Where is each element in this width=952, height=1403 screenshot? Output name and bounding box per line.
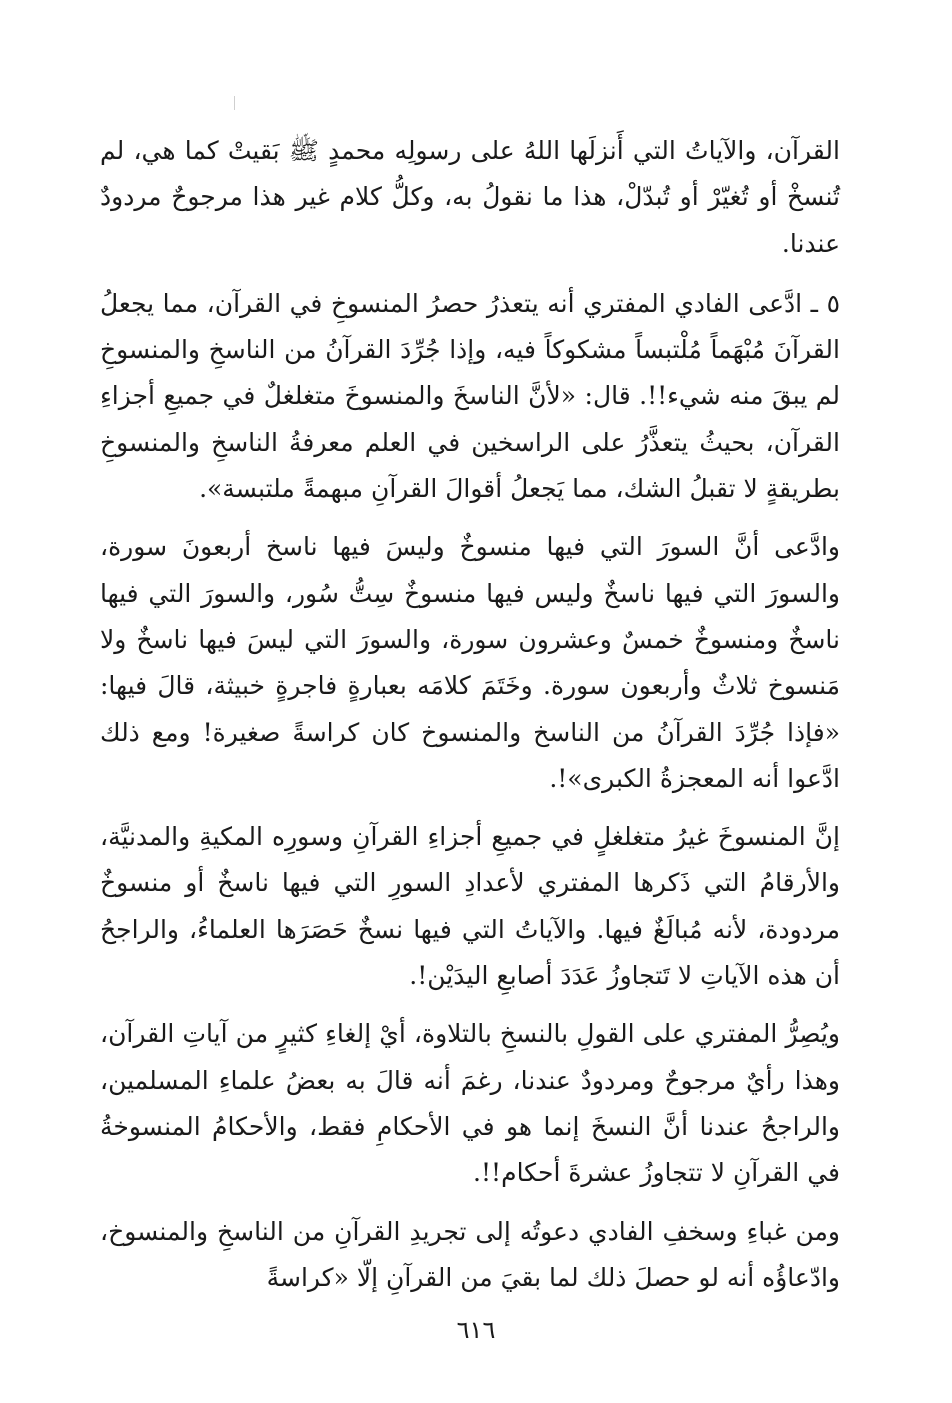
- paragraph-2: ٥ ـ ادَّعى الفادي المفتري أنه يتعذرُ حصرُ المنسوخِ في القرآن، مما يجعلُ القرآنَ مُبْهَماً مُلْتبساً مشكوكاً فيه، وإذا جُرِّدَ القرآنُ من الناسخِ والمنسوخِ لم يبقَ منه شيء!!. قال: «لأنَّ الناسخَ والمنسوخَ متغلغلٌ في جميعِ أجزاءِ القرآن، بحيثُ يتعذَّرُ على الراسخين في العلم معرفةُ الناسخِ والمنسوخِ بطريقةٍ لا تقبلُ الشك، مما يَجعلُ أقوالَ القرآنِ مبهمةً ملتبسة».: [100, 288, 840, 504]
- paragraph-4: إنَّ المنسوخَ غيرُ متغلغلٍ في جميعِ أجزاءِ القرآنِ وسورِه المكيةِ والمدنيَّة، والأرقامُ التي ذَكرها المفتري لأعدادِ السورِ التي فيها ناسخٌ أو منسوخٌ مردودة، لأنه مُبالَغٌ فيها. والآياتُ التي فيها نسخٌ حَصَرَها العلماءُ، والراجحُ أن هذه الآياتِ لا تَتجاوزُ عَدَدَ أصابعِ اليدَيْن!.: [100, 822, 840, 991]
- scan-mark: [234, 96, 235, 110]
- page-body: [100, 128, 840, 1313]
- paragraph-5: ويُصِرُّ المفتري على القولِ بالنسخِ بالتلاوة، أيْ إلغاءِ كثيرٍ من آياتِ القرآن، وهذا رأيٌ مرجوحٌ ومردودٌ عندنا، رغمَ أنه قالَ به بعضُ علماءِ المسلمين، والراجحُ عندنا أنَّ النسخَ إنما هو في الأحكامِ فقط، والأحكامُ المنسوخةُ في القرآنِ لا تتجاوزُ عشرةَ أحكام!!.: [100, 1019, 840, 1188]
- paragraph-3: وادَّعى أنَّ السورَ التي فيها منسوخٌ وليسَ فيها ناسخ أربعونَ سورة، والسورَ التي فيها ناسخٌ وليس فيها منسوخٌ سِتُّ سُور، والسورَ التي فيها ناسخٌ ومنسوخٌ خمسٌ وعشرون سورة، والسورَ التي ليسَ فيها ناسخٌ ولا مَنسوخ ثلاثٌ وأربعون سورة. وخَتَمَ كلامَه بعبارةٍ فاجرةٍ خبيثة، قالَ فيها: «فإذا جُرِّدَ القرآنُ من الناسخ والمنسوخ كان كراسةً صغيرة! ومع ذلك ادَّعوا أنه المعجزةُ الكبرى»!.: [100, 532, 840, 793]
- paragraph-1: القرآن، والآياتُ التي أَنزلَها اللهُ على رسولِه محمدٍ ﷺ بَقيتْ كما هي، لم تُنسخْ أو تُغيّرْ أو تُبدّلْ، هذا ما نقولُ به، وكلُّ كلام غير هذا مرجوحٌ مردودٌ عندنا.: [100, 136, 840, 258]
- paragraph-6: ومن غباءِ وسخفِ الفادي دعوتُه إلى تجريدِ القرآنِ من الناسخِ والمنسوخ، وادّعاؤُه أنه لو حصلَ ذلك لما بقيَ من القرآنِ إلّا «كراسةً: [100, 1216, 840, 1292]
- page-number: ٦١٦: [456, 1316, 496, 1344]
